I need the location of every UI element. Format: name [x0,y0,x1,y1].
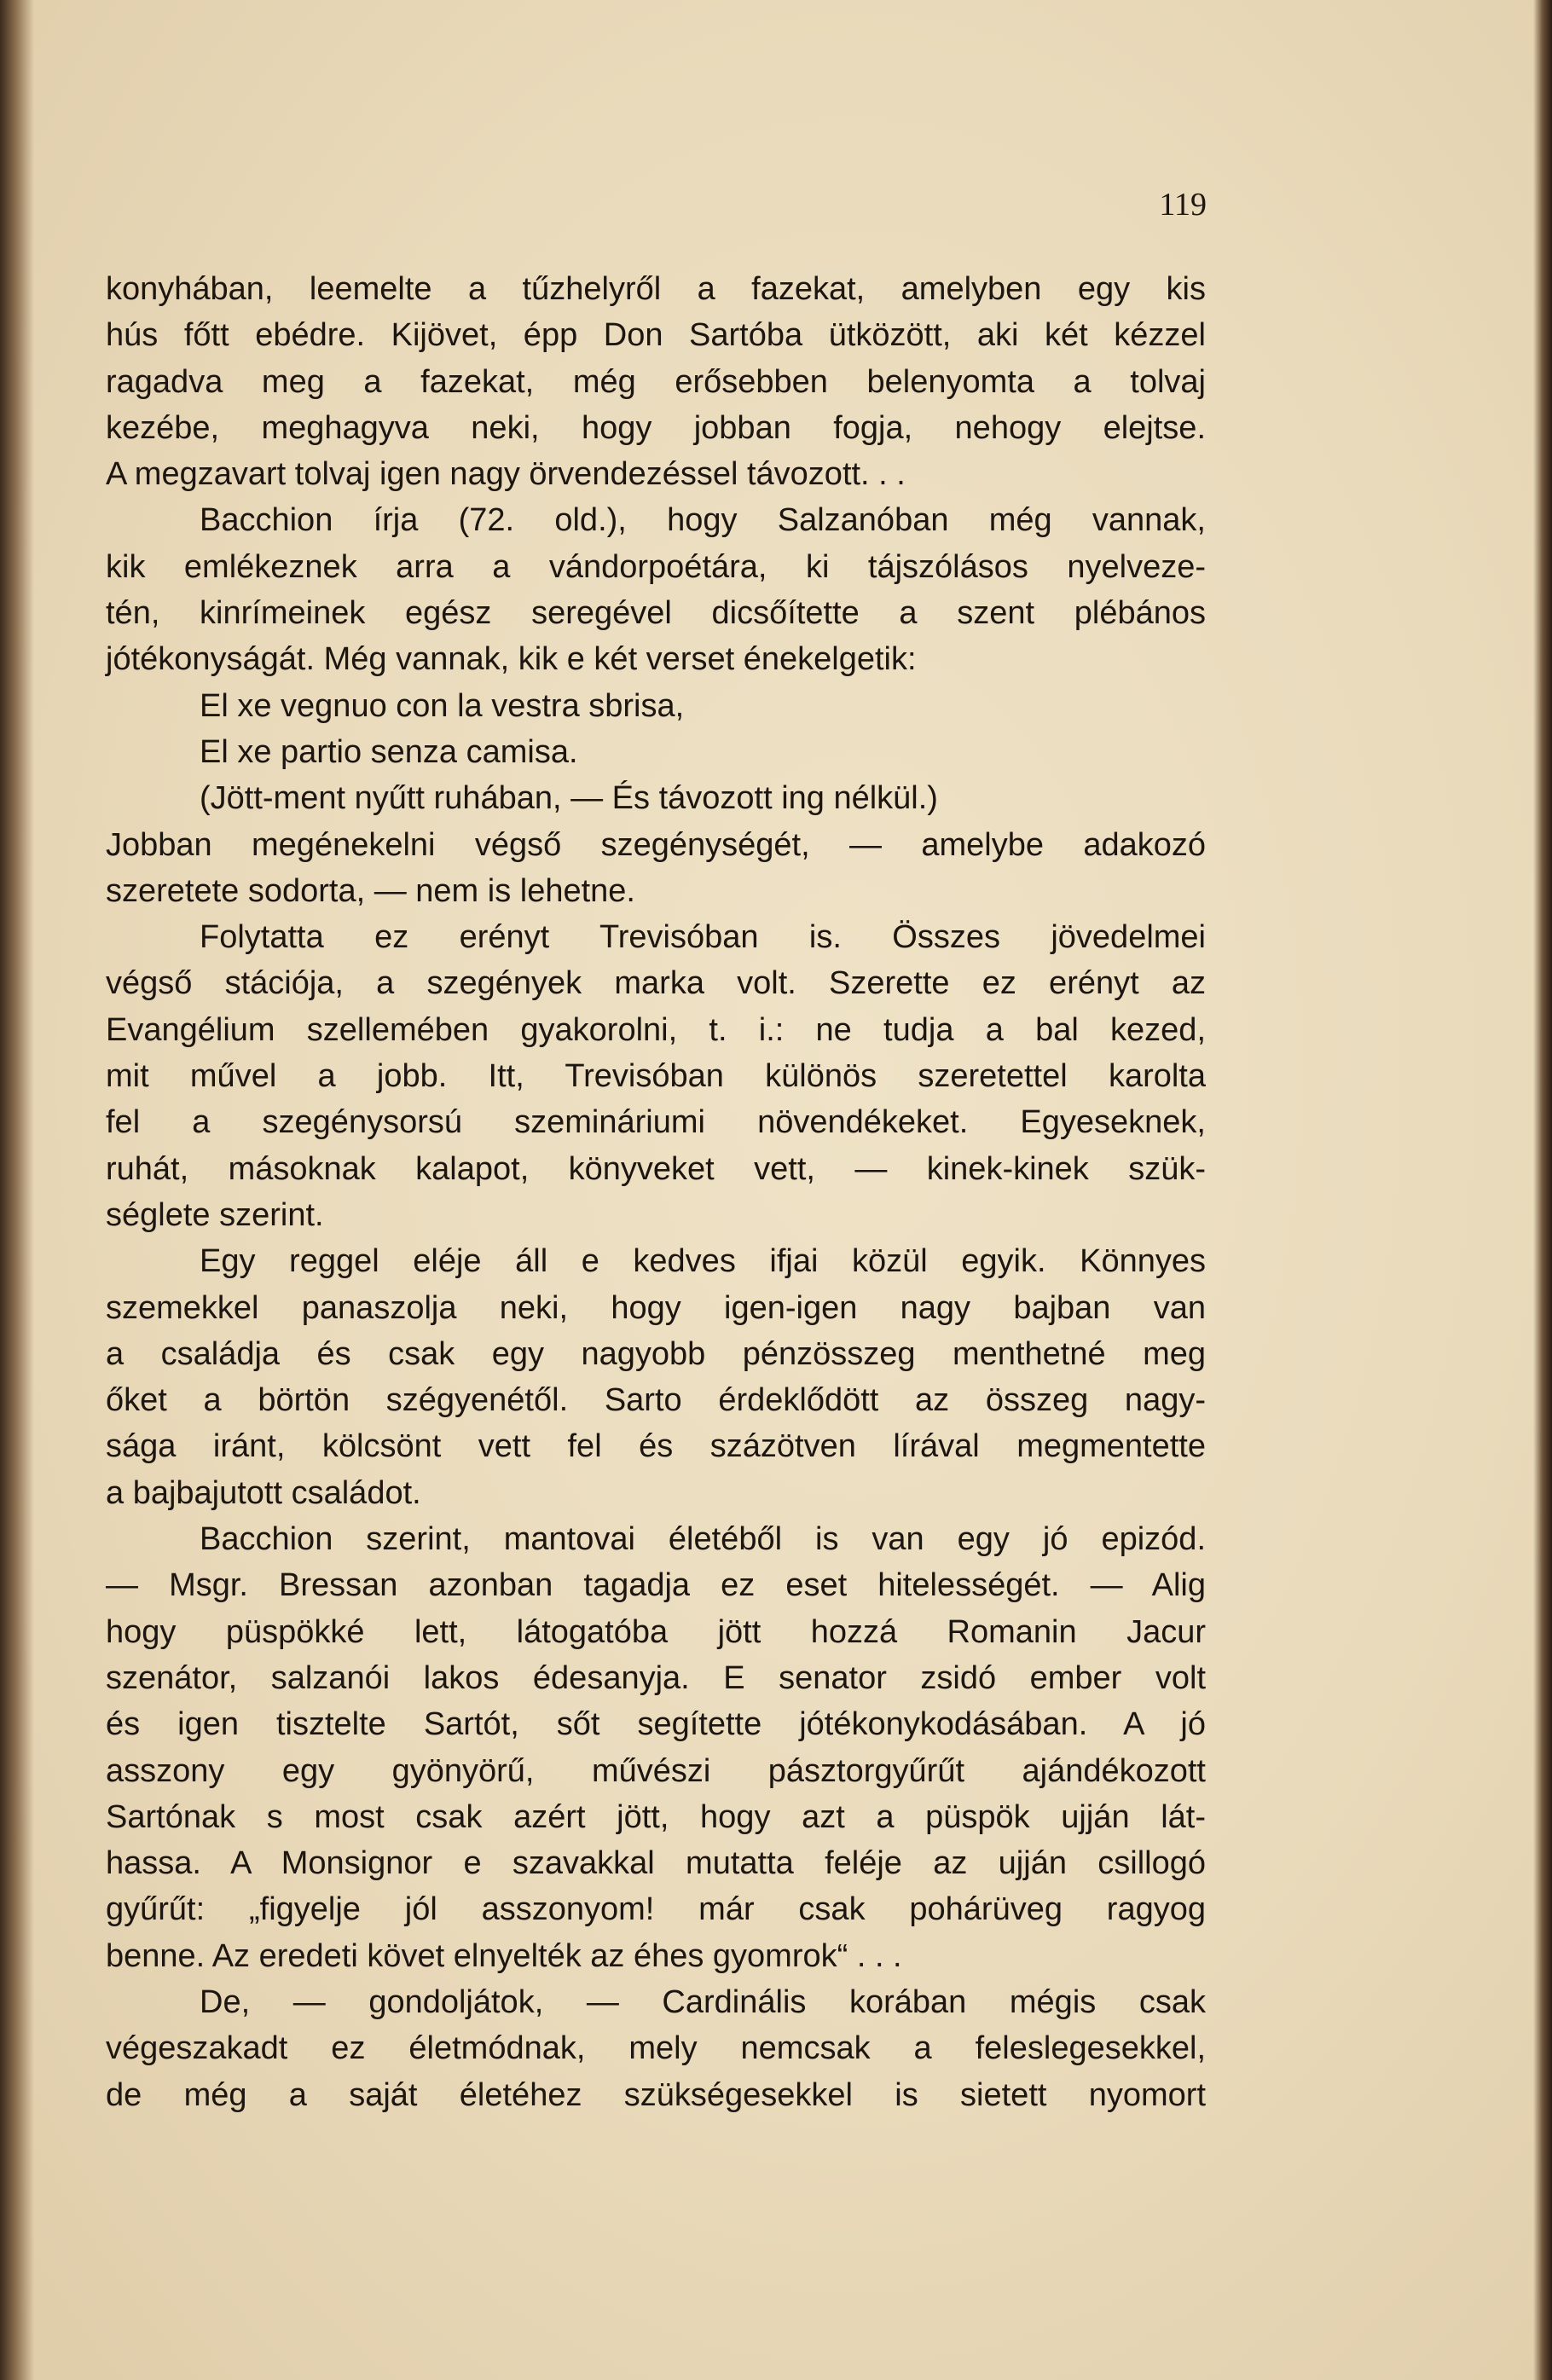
text-line: ruhát, másoknak kalapot, könyveket vett, — kinek-kinek szük- [106,1150,1206,1187]
body-text [106,266,1206,2118]
text-line: ragadva meg a fazekat, még erősebben belenyomta a tolvaj [106,363,1206,400]
text-line: végső stációja, a szegények marka volt. Szerette ez erényt az [106,965,1206,1002]
text-line: tén, kinrímeinek egész seregével dicsőítette a szent plébános [106,595,1206,632]
text-line: — Msgr. Bressan azonban tagadja ez eset hitelességét. — Alig [106,1567,1206,1604]
text-line: jótékonyságát. Még vannak, kik e két verset énekelgetik: [106,641,917,678]
text-line: asszony egy gyönyörű, művészi pásztorgyűrűt ajándékozott [106,1752,1206,1789]
text-line: hassa. A Monsignor e szavakkal mutatta feléje az ujján csillogó [106,1845,1206,1882]
text-line: A megzavart tolvaj igen nagy örvendezéssel távozott. . . [106,456,906,493]
text-line: és igen tisztelte Sartót, sőt segítette jótékonykodásában. A jó [106,1706,1206,1743]
text-line: benne. Az eredeti követ elnyelték az éhes gyomrok“ . . . [106,1937,902,1974]
text-line: gyűrűt: „figyelje jól asszonyom! már csak pohárüveg ragyog [106,1891,1206,1928]
text-line: szeretete sodorta, — nem is lehetne. [106,872,635,909]
text-line: Jobban megénekelni végső szegénységét, — amelybe adakozó [106,826,1206,863]
text-line: séglete szerint. [106,1196,324,1233]
text-line: De, — gondoljátok, — Cardinális korában mégis csak [200,1983,1206,2020]
page-number: 119 [1159,187,1207,223]
text-line: konyhában, leemelte a tűzhelyről a fazekat, amelyben egy kis [106,271,1206,307]
text-line: kik emlékeznek arra a vándorpoétára, ki tájszólásos nyelveze- [106,548,1206,585]
text-line: Folytatta ez erényt Trevisóban is. Összes jövedelmei [200,919,1206,956]
text-line: mit művel a jobb. Itt, Trevisóban különös szeretettel karolta [106,1058,1206,1095]
text-line: (Jött-ment nyűtt ruhában, — És távozott ing nélkül.) [200,780,938,817]
text-line: fel a szegénysorsú szemináriumi növendékeket. Egyeseknek, [106,1104,1206,1141]
text-line: de még a saját életéhez szükségesekkel is sietett nyomort [106,2076,1206,2113]
text-line: hús főtt ebédre. Kijövet, épp Don Sartóba ütközött, aki két kézzel [106,317,1206,354]
text-line: El xe vegnuo con la vestra sbrisa, [200,687,685,724]
text-line: Bacchion írja (72. old.), hogy Salzanóban még vannak, [200,502,1206,539]
text-line: szenátor, salzanói lakos édesanyja. E senator zsidó ember volt [106,1659,1206,1696]
text-line: a családja és csak egy nagyobb pénzösszeg menthetné meg [106,1335,1206,1372]
text-line: hogy püspökké lett, látogatóba jött hozzá Romanin Jacur [106,1613,1206,1650]
page-edge-shadow [1533,0,1552,2380]
text-line: Egy reggel eléje áll e kedves ifjai közül egyik. Könnyes [200,1243,1206,1280]
text-line: végeszakadt ez életmódnak, mely nemcsak a feleslegesekkel, [106,2030,1206,2067]
text-line: Sartónak s most csak azért jött, hogy azt a püspök ujján lát- [106,1798,1206,1835]
text-line: El xe partio senza camisa. [200,733,578,770]
text-line: sága iránt, kölcsönt vett fel és százötven lírával megmentette [106,1428,1206,1465]
text-line: Evangélium szellemében gyakorolni, t. i.: ne tudja a bal kezed, [106,1011,1206,1048]
binding-shadow [0,0,34,2380]
text-line: szemekkel panaszolja neki, hogy igen-igen nagy bajban van [106,1289,1206,1326]
text-line: őket a börtön szégyenétől. Sarto érdeklődött az összeg nagy- [106,1382,1206,1419]
text-line: kezébe, meghagyva neki, hogy jobban fogja, nehogy elejtse. [106,409,1206,446]
text-line: a bajbajutott családot. [106,1474,421,1511]
text-line: Bacchion szerint, mantovai életéből is van egy jó epizód. [200,1521,1206,1558]
